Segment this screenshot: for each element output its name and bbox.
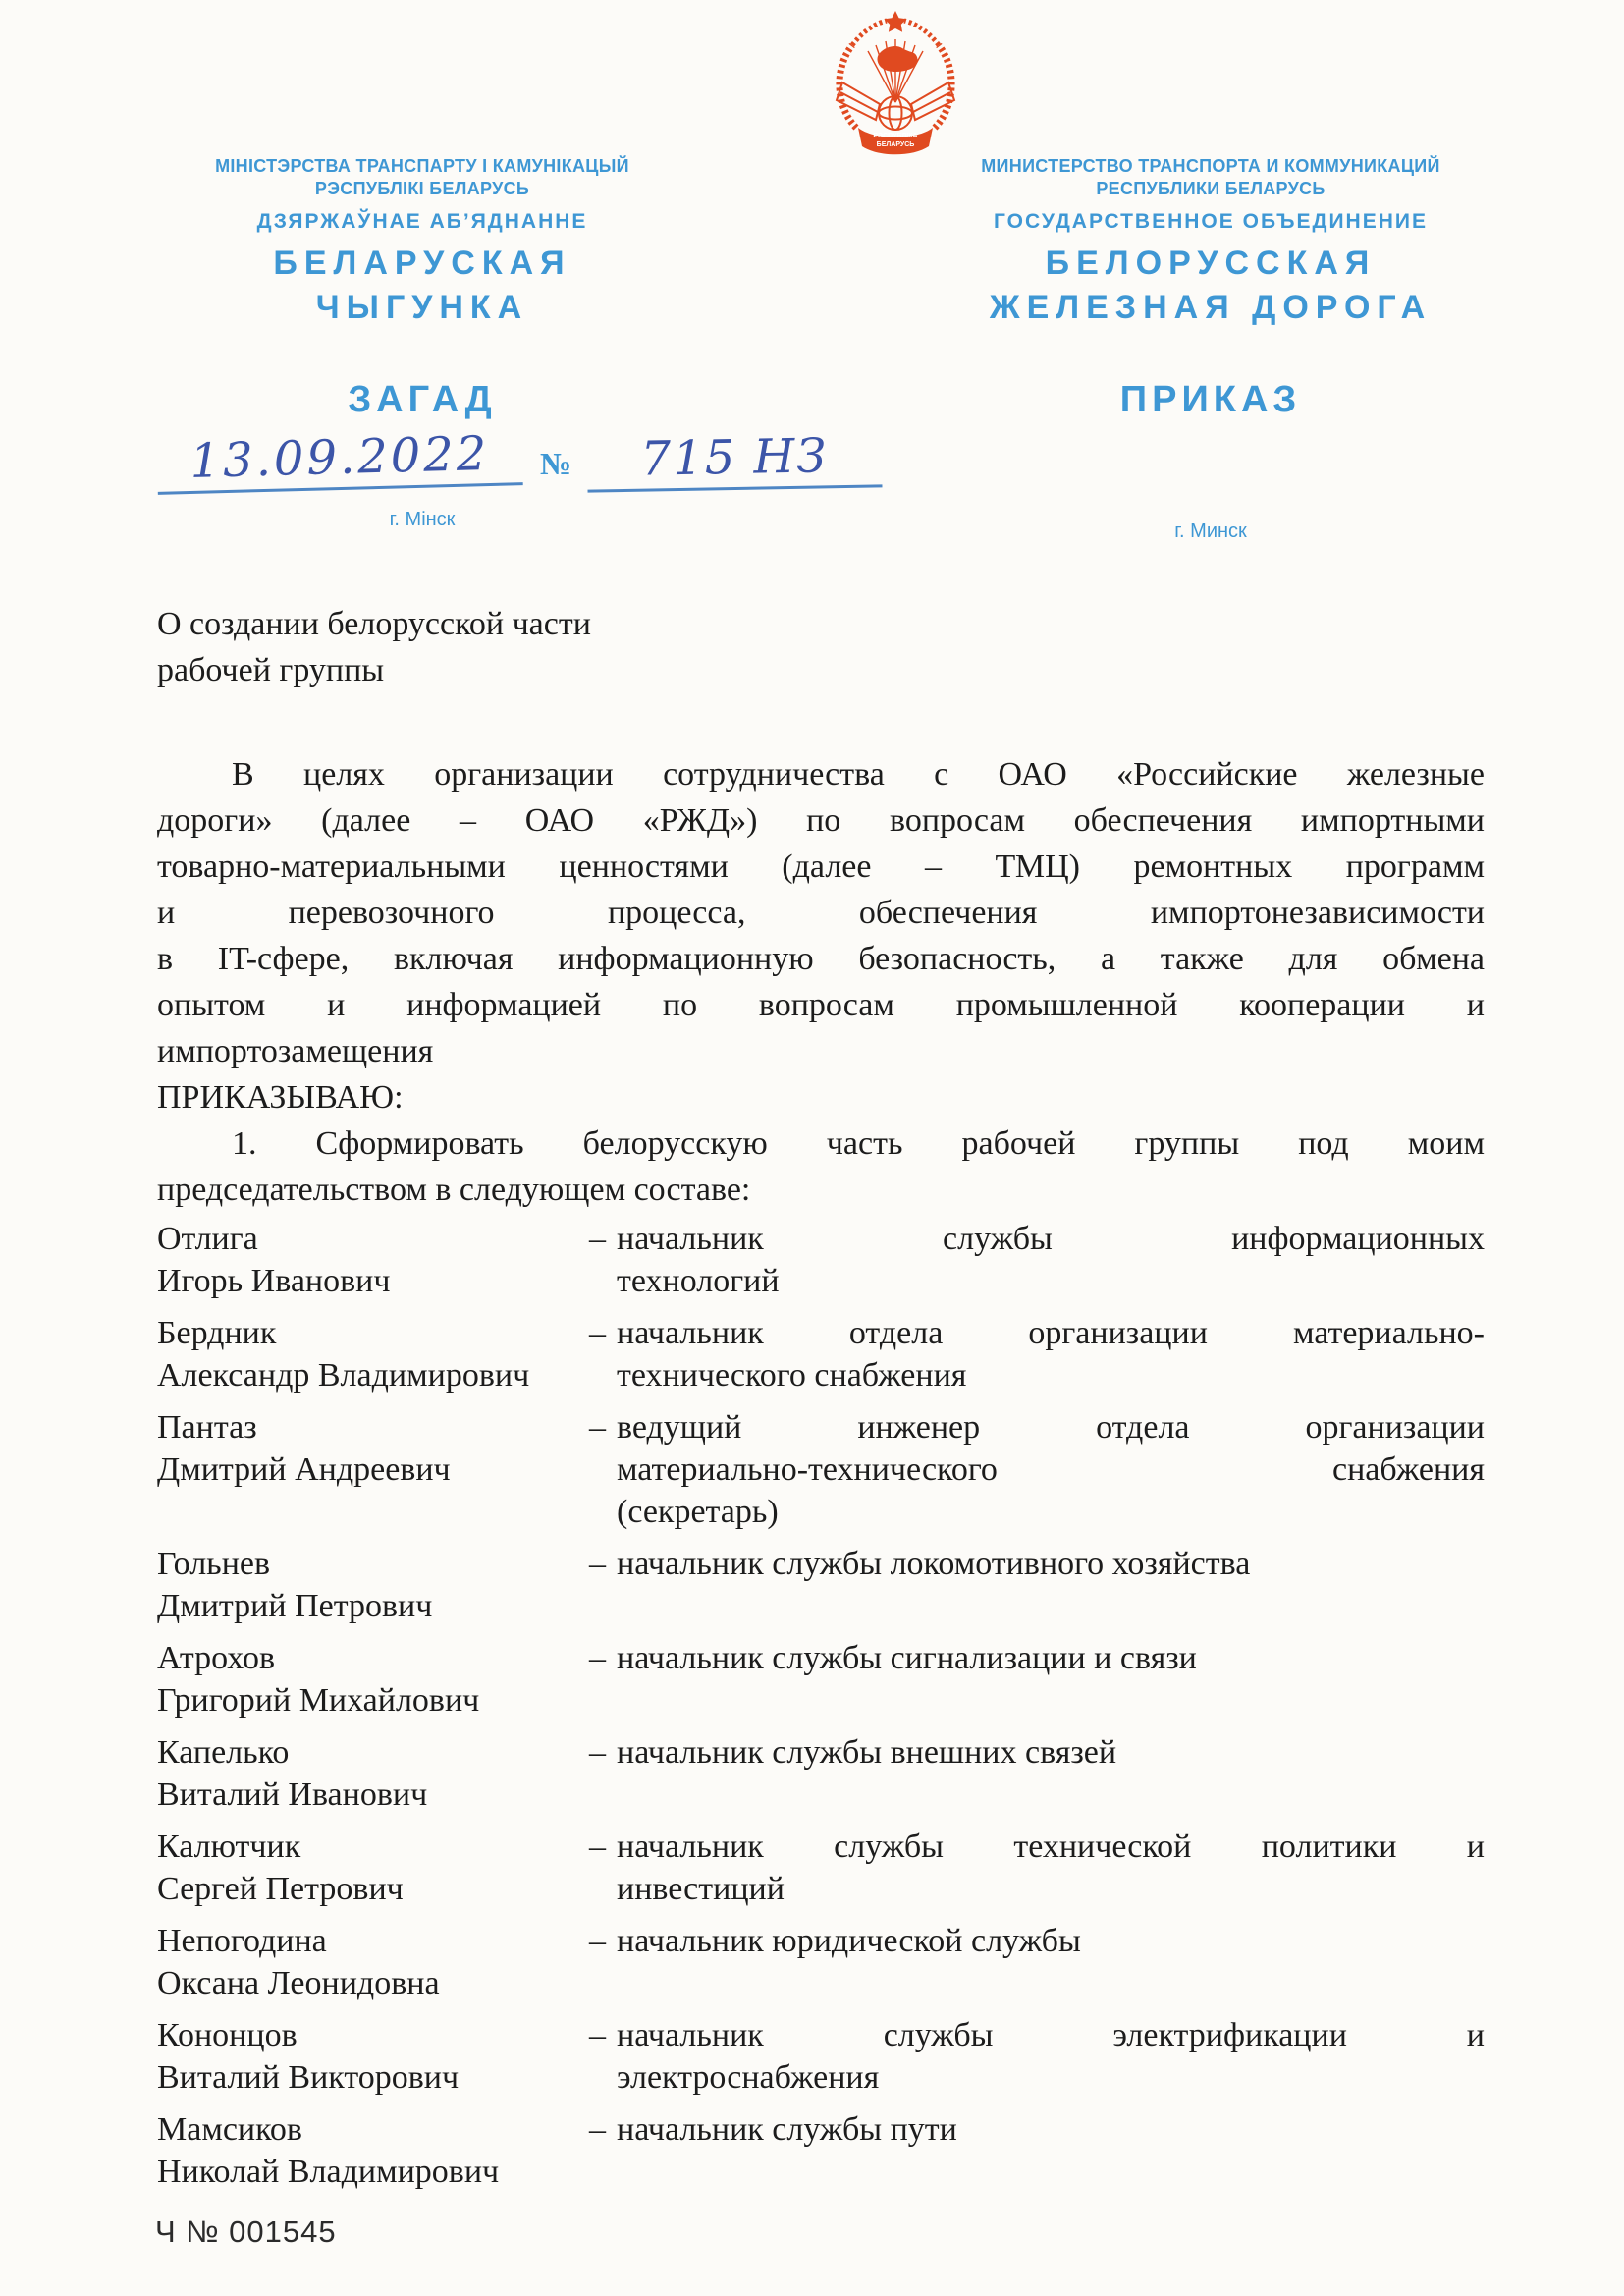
position-line: начальник службы электрификации и	[617, 2017, 1485, 2053]
member-position	[589, 1406, 1485, 1533]
position-line: начальник службы сигнализации и связи	[617, 1640, 1197, 1676]
position-dash: –	[589, 1734, 606, 1771]
member-position	[589, 1543, 1485, 1627]
belarus-contour	[878, 46, 918, 72]
member-given-name: Николай Владимирович	[157, 2154, 500, 2190]
ribbon-text-line1: РЭСПУБЛІКА	[873, 133, 918, 139]
member-row	[157, 1218, 1485, 1302]
member-given-name: Александр Владимирович	[157, 1357, 530, 1394]
position-line: инвестиций	[617, 1871, 785, 1907]
member-name	[157, 1218, 589, 1302]
member-surname: Пантаз	[157, 1409, 257, 1446]
position-line: ведущий инженер отдела организации	[617, 1409, 1485, 1446]
handwritten-date: 13.09.2022	[156, 425, 522, 495]
member-row	[157, 1826, 1485, 1910]
member-position	[589, 1637, 1485, 1722]
organization-name-line1-by: БЕЛАРУСКАЯ	[273, 245, 571, 282]
position-line: начальник службы локомотивного хозяйства	[617, 1546, 1251, 1582]
ministry-name-line2-by: РЭСПУБЛІКІ БЕЛАРУСЬ	[314, 179, 530, 198]
belarus-coat-of-arms-emblem	[823, 8, 968, 155]
ministry-name-line1-ru: МИНИСТЕРСТВО ТРАНСПОРТА И КОММУНИКАЦИЙ	[981, 156, 1440, 176]
ribbon-text-line2: БЕЛАРУСЬ	[876, 141, 915, 148]
body-line: дороги» (далее – ОАО «РЖД») по вопросам обеспечения импортными	[157, 802, 1485, 839]
position-dash: –	[589, 1829, 606, 1865]
member-surname: Капелько	[157, 1734, 290, 1771]
body-line: 1. Сформировать белорусскую часть рабочей группы под моим	[232, 1125, 1485, 1162]
number-sign: №	[540, 446, 572, 481]
member-given-name: Сергей Петрович	[157, 1871, 404, 1907]
subject-line1: О создании белорусской части	[157, 606, 591, 642]
position-dash: –	[589, 2111, 606, 2148]
member-given-name: Виталий Викторович	[157, 2059, 460, 2096]
member-name	[157, 1543, 589, 1627]
member-surname: Непогодина	[157, 1923, 327, 1959]
body-line: ПРИКАЗЫВАЮ:	[157, 1079, 404, 1116]
member-row	[157, 1920, 1485, 2004]
member-position	[589, 1731, 1485, 1816]
position-dash: –	[589, 1315, 606, 1351]
member-position	[589, 1312, 1485, 1396]
position-line: начальник службы технической политики и	[617, 1829, 1485, 1865]
member-given-name: Дмитрий Андреевич	[157, 1451, 451, 1488]
position-line: начальник службы пути	[617, 2111, 957, 2148]
position-line: технического снабжения	[617, 1357, 967, 1394]
member-surname: Калютчик	[157, 1829, 301, 1865]
letterhead-russian	[941, 155, 1481, 421]
member-position	[589, 1826, 1485, 1910]
member-given-name: Виталий Иванович	[157, 1777, 428, 1813]
member-given-name: Дмитрий Петрович	[157, 1588, 433, 1624]
member-row	[157, 1731, 1485, 1816]
position-line: начальник службы информационных	[617, 1221, 1485, 1257]
date-and-number-line	[157, 426, 962, 490]
member-surname: Атрохов	[157, 1640, 276, 1676]
body-line: в IT-сфере, включая информационную безопасность, а также для обмена	[157, 941, 1485, 977]
member-row	[157, 1312, 1485, 1396]
document-type-ru: ПРИКАЗ	[1119, 379, 1302, 420]
member-name	[157, 1731, 589, 1816]
position-line: начальник службы внешних связей	[617, 1734, 1117, 1771]
body-line: председательством в следующем составе:	[157, 1172, 751, 1208]
working-group-member-list	[157, 1218, 1485, 2203]
member-row	[157, 1406, 1485, 1533]
member-position	[589, 1920, 1485, 2004]
letterhead-belarusian	[157, 155, 687, 421]
position-line: технологий	[617, 1263, 780, 1299]
member-row	[157, 2108, 1485, 2193]
body-line: импортозамещения	[157, 1033, 434, 1069]
position-line: (секретарь)	[617, 1494, 779, 1530]
member-name	[157, 1312, 589, 1396]
member-surname: Бердник	[157, 1315, 277, 1351]
body-line: и перевозочного процесса, обеспечения импортонезависимости	[157, 895, 1485, 931]
organization-name-line2-by: ЧЫГУНКА	[315, 289, 529, 326]
body-line: В целях организации сотрудничества с ОАО «Российские железные	[232, 756, 1485, 793]
member-row	[157, 1543, 1485, 1627]
position-dash: –	[589, 1923, 606, 1959]
body-line: товарно-материальными ценностями (далее – ТМЦ) ремонтных программ	[157, 848, 1485, 885]
ministry-name-line1-by: МІНІСТЭРСТВА ТРАНСПАРТУ І КАМУНІКАЦЫЙ	[215, 156, 629, 176]
position-line: начальник отдела организации материально-	[617, 1315, 1485, 1351]
member-row	[157, 1637, 1485, 1722]
position-dash: –	[589, 1546, 606, 1582]
member-surname: Кононцов	[157, 2017, 298, 2053]
member-name	[157, 1920, 589, 2004]
association-name-ru: ГОСУДАРСТВЕННОЕ ОБЪЕДИНЕНИЕ	[994, 210, 1428, 233]
member-position	[589, 2014, 1485, 2099]
position-line: электроснабжения	[617, 2059, 880, 2096]
position-dash: –	[589, 2017, 606, 2053]
organization-name-line2-ru: ЖЕЛЕЗНАЯ ДОРОГА	[989, 289, 1433, 326]
star-icon	[885, 11, 907, 32]
position-line: начальник юридической службы	[617, 1923, 1081, 1959]
member-row	[157, 2014, 1485, 2099]
member-surname: Мамсиков	[157, 2111, 302, 2148]
document-subject	[157, 601, 591, 693]
member-name	[157, 2108, 589, 2193]
position-line: материально-технического снабжения	[617, 1451, 1485, 1488]
member-given-name: Игорь Иванович	[157, 1263, 391, 1299]
member-name	[157, 1826, 589, 1910]
member-position	[589, 2108, 1485, 2193]
member-position	[589, 1218, 1485, 1302]
member-name	[157, 1637, 589, 1722]
body-text	[157, 751, 1485, 1213]
member-name	[157, 1406, 589, 1533]
member-surname: Отлига	[157, 1221, 258, 1257]
city-label-by: г. Мінск	[389, 509, 456, 530]
association-name-by: ДЗЯРЖАЎНАЕ АБ’ЯДНАННЕ	[256, 210, 588, 233]
organization-name-line1-ru: БЕЛОРУССКАЯ	[1045, 245, 1377, 282]
position-dash: –	[589, 1409, 606, 1446]
subject-line2: рабочей группы	[157, 652, 385, 688]
member-surname: Гольнев	[157, 1546, 271, 1582]
blank-form-number: Ч № 001545	[155, 2214, 337, 2249]
body-line: опытом и информацией по вопросам промышленной кооперации и	[157, 987, 1485, 1023]
position-dash: –	[589, 1640, 606, 1676]
member-given-name: Оксана Леонидовна	[157, 1965, 440, 2001]
document-type-by: ЗАГАД	[348, 379, 497, 420]
city-label-ru: г. Минск	[1174, 520, 1247, 542]
handwritten-document-number: 715 НЗ	[587, 427, 883, 492]
member-given-name: Григорий Михайлович	[157, 1682, 480, 1719]
ministry-name-line2-ru: РЕСПУБЛИКИ БЕЛАРУСЬ	[1096, 179, 1326, 198]
position-dash: –	[589, 1221, 606, 1257]
member-name	[157, 2014, 589, 2099]
